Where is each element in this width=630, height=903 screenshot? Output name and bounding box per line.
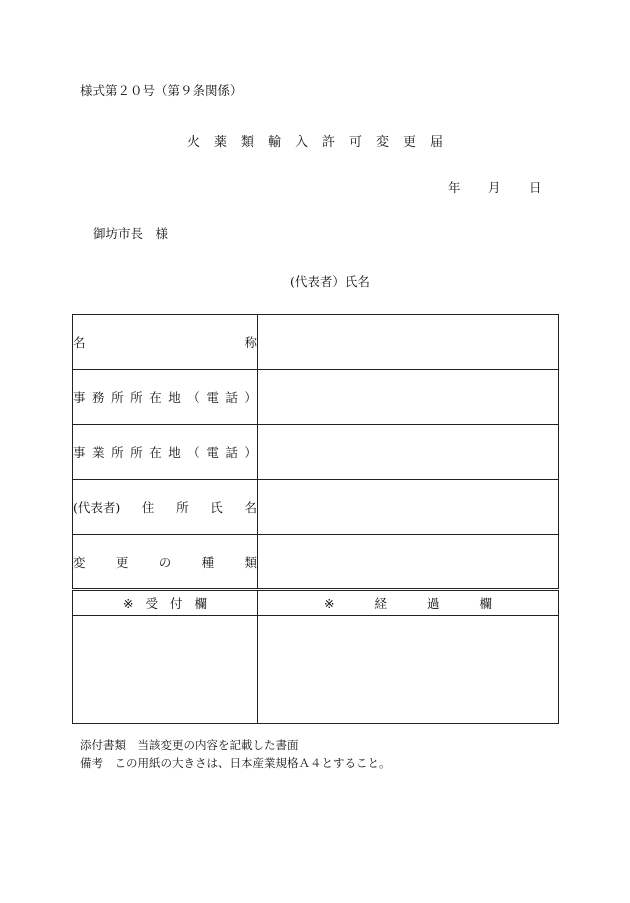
- office-use-header: [73, 590, 559, 616]
- label-char: 所: [130, 390, 143, 405]
- row-change-type: [73, 535, 559, 590]
- label-char: 務: [92, 390, 105, 405]
- label-char: 所: [130, 445, 143, 460]
- office-use-body: [73, 616, 559, 724]
- title-text: 火薬類輸入許可変更届: [186, 135, 457, 150]
- row-office-address: [73, 370, 559, 425]
- label-change-type: [73, 535, 258, 590]
- header-char: 欄: [479, 596, 493, 611]
- label-char: 在: [149, 390, 162, 405]
- reception-box: [73, 616, 258, 724]
- value-office-address[interactable]: [258, 370, 559, 425]
- header-char: ※: [323, 596, 335, 611]
- label-char: 名: [73, 335, 86, 350]
- representative-name-label: (代表者）氏名: [290, 274, 370, 289]
- row-business-address: [73, 425, 559, 480]
- value-change-type[interactable]: [258, 535, 559, 590]
- label-char: （: [187, 390, 200, 405]
- header-char: 付: [169, 596, 183, 611]
- label-char: 所: [176, 500, 189, 515]
- header-char: 欄: [194, 596, 208, 611]
- label-char: （: [187, 445, 200, 460]
- date-day-label: 日: [529, 180, 542, 195]
- label-char: 事: [73, 390, 86, 405]
- label-char: ）: [244, 445, 257, 460]
- value-representative[interactable]: [258, 480, 559, 535]
- label-char: 種: [201, 554, 215, 570]
- label-char: 類: [244, 554, 257, 570]
- label-char: 事: [73, 445, 86, 460]
- reception-header: [73, 590, 258, 616]
- label-char: 所: [111, 445, 124, 460]
- header-char: ※: [122, 596, 134, 611]
- label-char: 話: [225, 390, 238, 405]
- value-business-address[interactable]: [258, 425, 559, 480]
- row-representative: [73, 480, 559, 535]
- label-char: 氏: [210, 500, 223, 515]
- label-char: ）: [244, 390, 257, 405]
- form-number: 様式第２０号（第９条関係）: [80, 83, 243, 98]
- label-char: 住: [141, 500, 155, 515]
- label-char: 変: [73, 554, 86, 570]
- label-char: 更: [115, 554, 129, 570]
- label-char: の: [158, 554, 172, 570]
- label-char: 業: [92, 445, 105, 460]
- label-char: 電: [206, 390, 219, 405]
- form-table: [72, 314, 559, 724]
- label-char: 話: [225, 445, 238, 460]
- label-office-address: [73, 370, 258, 425]
- attachment-note: 添付書類 当該変更の内容を記載した書面: [80, 738, 299, 752]
- label-char: 地: [168, 390, 181, 405]
- header-char: 受: [145, 596, 158, 611]
- label-char: 地: [168, 445, 181, 460]
- header-char: 経: [374, 596, 387, 611]
- label-representative: [73, 480, 258, 535]
- label-name: [73, 315, 258, 370]
- label-char: 所: [111, 390, 124, 405]
- label-char: 称: [244, 335, 257, 350]
- label-char: 名: [244, 500, 257, 515]
- header-char: 過: [426, 596, 440, 611]
- addressee: 御坊市長 様: [93, 226, 169, 241]
- remarks-note: 備考 この用紙の大きさは、日本産業規格Ａ４とすること。: [80, 756, 391, 770]
- label-char: 電: [206, 445, 219, 460]
- date-year-label: 年: [448, 180, 461, 195]
- date-month-label: 月: [488, 180, 501, 195]
- progress-box: [258, 616, 559, 724]
- document-title: [0, 131, 630, 150]
- value-name[interactable]: [258, 315, 559, 370]
- label-business-address: [73, 425, 258, 480]
- label-char: (代表者): [73, 500, 121, 515]
- row-name: [73, 315, 559, 370]
- progress-header: [258, 590, 559, 616]
- label-char: 在: [149, 445, 162, 460]
